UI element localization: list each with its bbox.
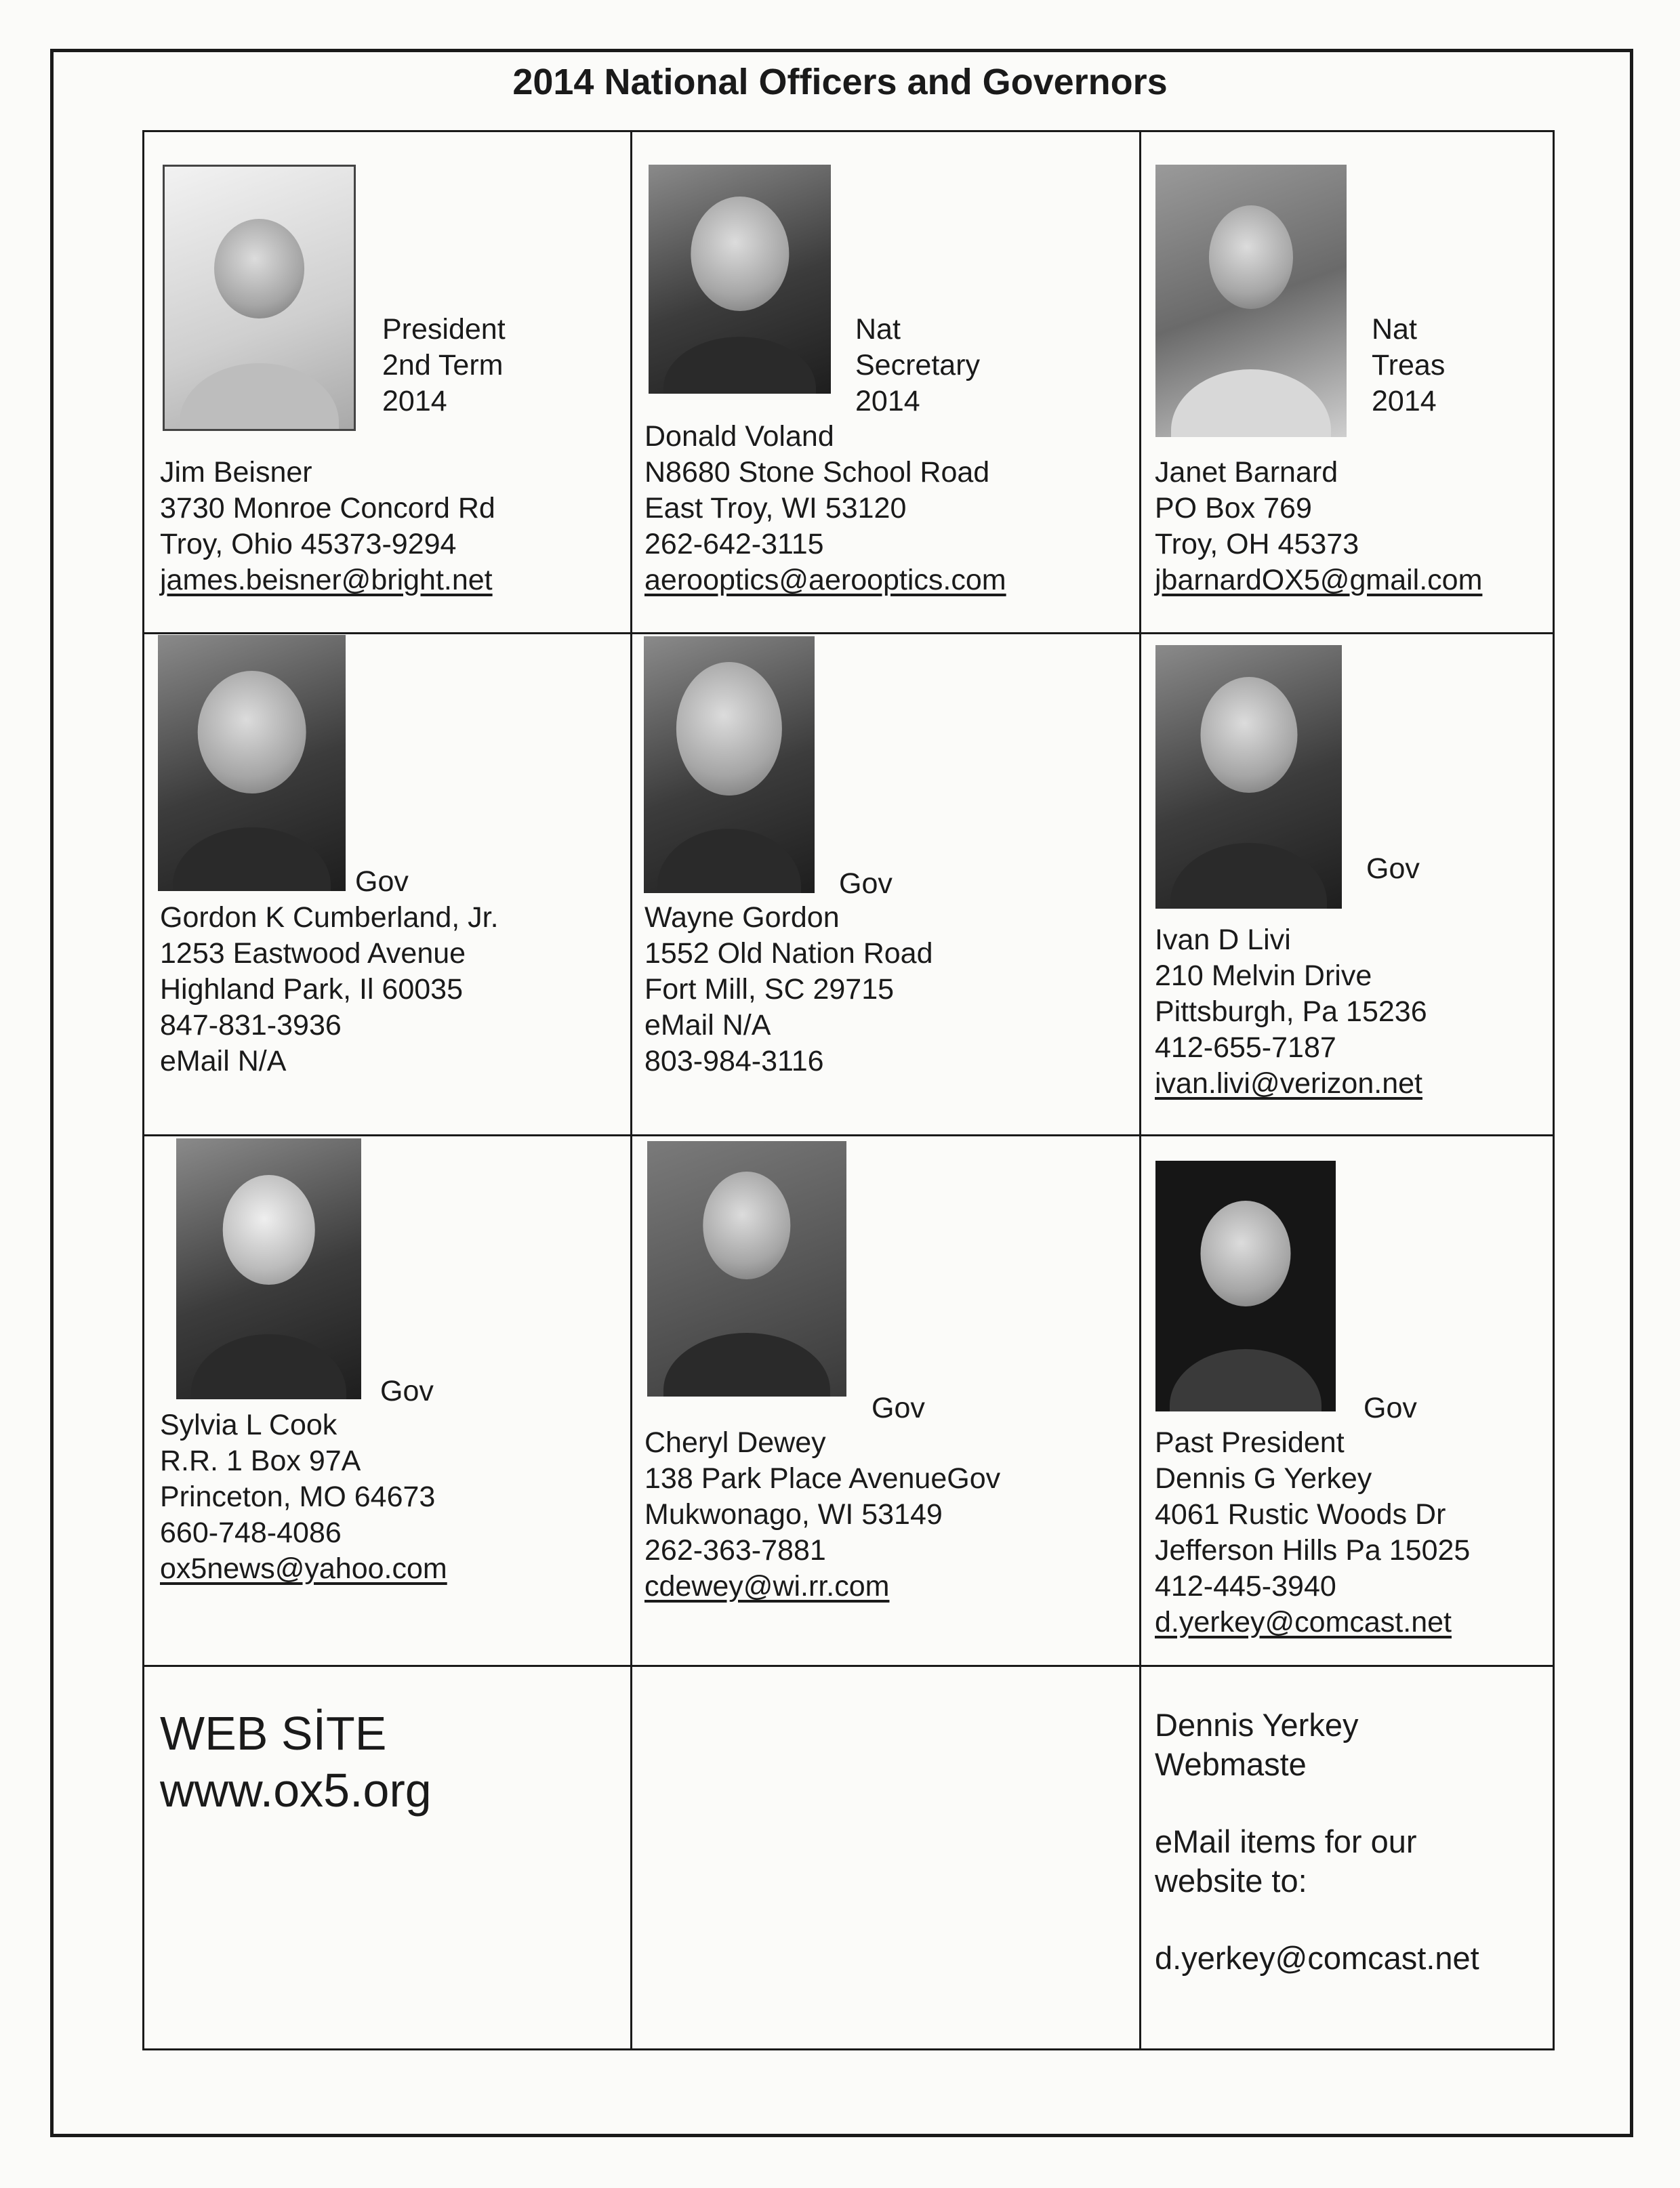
portrait-photo — [176, 1138, 361, 1399]
portrait-photo — [1155, 645, 1342, 909]
governor-role: Gov — [1364, 1392, 1417, 1424]
officer-address: PO Box 769 — [1155, 492, 1312, 524]
column-divider — [630, 132, 632, 2048]
row-divider — [144, 1134, 1553, 1136]
governor-role: Gov — [839, 867, 893, 900]
officer-email-link[interactable]: aerooptics@aerooptics.com — [644, 564, 1006, 596]
page-title: 2014 National Officers and Governors — [512, 62, 1168, 102]
portrait-photo — [644, 636, 815, 893]
webmaster-email-link[interactable]: d.yerkey@comcast.net — [1155, 1940, 1479, 1976]
governor-phone: 803-984-3116 — [644, 1045, 824, 1077]
webmaster-role: Webmaste — [1155, 1746, 1307, 1782]
officer-name: Janet Barnard — [1155, 456, 1338, 489]
website-heading: WEB SİTE — [160, 1707, 387, 1760]
governor-city: Mukwonago, WI 53149 — [644, 1498, 943, 1531]
governor-name: Dennis G Yerkey — [1155, 1462, 1372, 1495]
portrait-photo — [158, 635, 346, 891]
website-block — [160, 1705, 432, 1819]
governor-email-link[interactable]: cdewey@wi.rr.com — [644, 1570, 890, 1603]
officer-name: Donald Voland — [644, 420, 834, 453]
governor-city: Highland Park, Il 60035 — [160, 973, 464, 1006]
governor-email-note: eMail N/A — [644, 1009, 771, 1041]
portrait-photo — [1155, 1161, 1336, 1411]
governor-name: Sylvia L Cook — [160, 1409, 337, 1441]
governor-address: 210 Melvin Drive — [1155, 959, 1372, 992]
webmaster-block — [1155, 1706, 1479, 1978]
officer-address: 3730 Monroe Concord Rd — [160, 492, 495, 524]
governor-phone: 847-831-3936 — [160, 1009, 342, 1041]
governor-address: R.R. 1 Box 97A — [160, 1445, 361, 1477]
portrait-photo — [163, 165, 356, 431]
governor-phone: 412-655-7187 — [1155, 1031, 1336, 1064]
governor-name: Wayne Gordon — [644, 901, 840, 934]
governor-address: 4061 Rustic Woods Dr — [1155, 1498, 1446, 1531]
governor-role: Gov — [380, 1375, 434, 1407]
governor-email-note: eMail N/A — [160, 1045, 287, 1077]
governor-role: Gov — [872, 1392, 925, 1424]
officer-email-link[interactable]: jbarnardOX5@gmail.com — [1155, 564, 1483, 596]
webmaster-name: Dennis Yerkey — [1155, 1707, 1359, 1743]
officer-name: Jim Beisner — [160, 456, 312, 489]
portrait-photo — [649, 165, 831, 394]
officer-address: N8680 Stone School Road — [644, 456, 990, 489]
webmaster-note: eMail items for our — [1155, 1823, 1417, 1859]
row-divider — [144, 1665, 1553, 1667]
governor-role: Gov — [1366, 852, 1420, 885]
row-divider — [144, 632, 1553, 634]
governor-address: 1552 Old Nation Road — [644, 937, 933, 970]
officer-email-link[interactable]: james.beisner@bright.net — [160, 564, 493, 596]
governor-email-link[interactable]: ox5news@yahoo.com — [160, 1552, 447, 1585]
governor-city: Princeton, MO 64673 — [160, 1481, 436, 1513]
governor-email-link[interactable]: ivan.livi@verizon.net — [1155, 1067, 1422, 1100]
officer-city: Troy, Ohio 45373-9294 — [160, 528, 457, 560]
governor-title: Past President — [1155, 1426, 1345, 1459]
governor-city: Fort Mill, SC 29715 — [644, 973, 895, 1006]
governor-city: Jefferson Hills Pa 15025 — [1155, 1534, 1471, 1567]
governor-role: Gov — [355, 865, 409, 898]
officer-role: Nat Secretary 2014 — [855, 313, 981, 417]
portrait-photo — [647, 1141, 846, 1397]
officer-city: East Troy, WI 53120 — [644, 492, 907, 524]
governor-address: 138 Park Place AvenueGov — [644, 1462, 1001, 1495]
governor-phone: 262-363-7881 — [644, 1534, 826, 1567]
governor-phone: 660-748-4086 — [160, 1516, 342, 1549]
governor-name: Cheryl Dewey — [644, 1426, 826, 1459]
governor-email-link[interactable]: d.yerkey@comcast.net — [1155, 1606, 1452, 1638]
website-url-link[interactable]: www.ox5.org — [160, 1764, 432, 1817]
officer-phone: 262-642-3115 — [644, 528, 824, 560]
governor-name: Gordon K Cumberland, Jr. — [160, 901, 499, 934]
governor-address: 1253 Eastwood Avenue — [160, 937, 466, 970]
governor-name: Ivan D Livi — [1155, 924, 1291, 956]
officer-role: President 2nd Term 2014 — [382, 313, 506, 417]
officer-role: Nat Treas 2014 — [1372, 313, 1446, 417]
column-divider — [1139, 132, 1141, 2048]
governor-city: Pittsburgh, Pa 15236 — [1155, 995, 1427, 1028]
officer-city: Troy, OH 45373 — [1155, 528, 1359, 560]
portrait-photo — [1155, 165, 1347, 437]
governor-phone: 412-445-3940 — [1155, 1570, 1336, 1603]
webmaster-note: website to: — [1155, 1863, 1307, 1899]
